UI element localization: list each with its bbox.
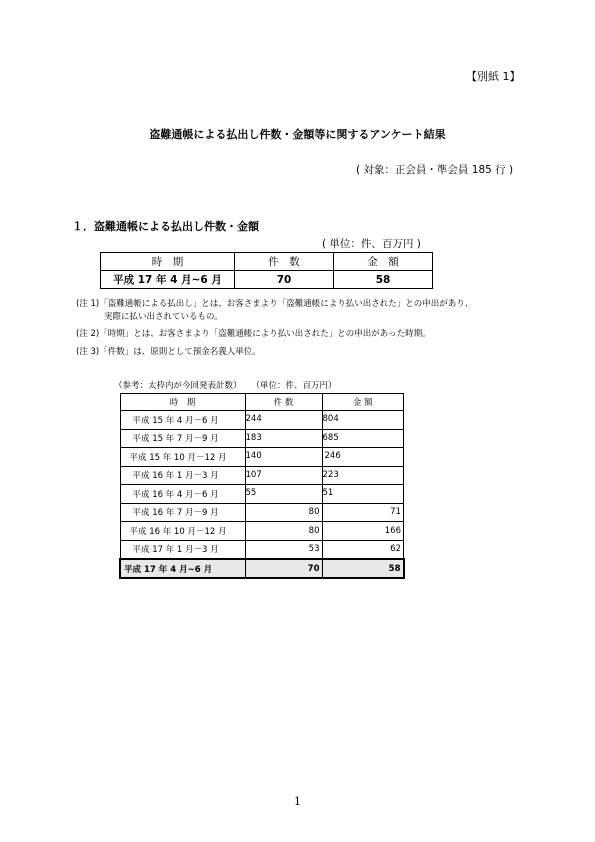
header-count: 件 数	[235, 253, 334, 271]
row-amount: 62	[322, 540, 404, 559]
row-amount: 246	[322, 448, 404, 467]
row-count: 53	[245, 540, 322, 559]
note-1-continued	[76, 310, 223, 322]
row-count: 107	[245, 466, 322, 485]
row-amount: 804	[322, 411, 404, 430]
highlight-row	[120, 559, 404, 578]
row-period: 平成 15 年 10 月－12 月	[120, 448, 245, 467]
reference-caption	[114, 379, 337, 391]
table-row	[120, 448, 404, 467]
table-row	[120, 485, 404, 504]
ref-header-count: 件 数	[245, 394, 322, 411]
reference-table	[119, 393, 405, 579]
row-period: 平成 16 年 4 月－6 月	[120, 485, 245, 504]
page-number: 1	[294, 795, 301, 808]
summary-header-row	[101, 253, 433, 271]
summary-value-row	[101, 271, 433, 289]
note-3-text: 「件数」は、原則として預金名義人単位。	[99, 347, 261, 357]
row-count: 183	[245, 429, 322, 448]
row-period: 平成 15 年 4 月－6 月	[120, 411, 245, 430]
value-period: 平成 17 年 4 月~6 月	[101, 271, 235, 289]
note-1-text: 「盗難通帳による払出し」とは、お客さまより「盗難通帳により払い出された」との申出があり、	[99, 299, 474, 309]
row-amount: 223	[322, 466, 404, 485]
note-1	[76, 297, 473, 309]
row-amount: 166	[322, 522, 404, 541]
table-row	[120, 540, 404, 559]
header-amount: 金 額	[334, 253, 433, 271]
reference-unit: （単位：件、百万円）	[251, 381, 337, 391]
value-amount: 58	[334, 271, 433, 289]
highlight-period: 平成 17 年 4 月~6 月	[120, 559, 245, 578]
document-title: 盗難通帳による払出し件数・金額等に関するアンケート結果	[149, 128, 446, 141]
row-count: 244	[245, 411, 322, 430]
highlight-count: 70	[245, 559, 322, 578]
survey-subject: ( 対象：正会員・準会員 185 行 )	[356, 164, 514, 176]
table-row	[120, 429, 404, 448]
note-1-label: (注 1)	[76, 299, 100, 309]
row-period: 平成 16 年 10 月－12 月	[120, 522, 245, 541]
row-period: 平成 17 年 1 月－3 月	[120, 540, 245, 559]
ref-header-amount: 金 額	[322, 394, 404, 411]
table-row	[120, 411, 404, 430]
row-count: 80	[245, 503, 322, 522]
row-amount: 685	[322, 429, 404, 448]
highlight-amount: 58	[322, 559, 404, 578]
section-heading: １．盗難通帳による払出し件数・金額	[72, 220, 259, 233]
summary-table	[100, 252, 433, 289]
row-period: 平成 15 年 7 月－9 月	[120, 429, 245, 448]
unit-label: ( 単位：件、百万円 )	[322, 238, 421, 250]
row-amount: 71	[322, 503, 404, 522]
row-period: 平成 16 年 1 月－3 月	[120, 466, 245, 485]
note-2-label: (注 2)	[76, 329, 100, 339]
value-count: 70	[235, 271, 334, 289]
row-amount: 51	[322, 485, 404, 504]
row-period: 平成 16 年 7 月－9 月	[120, 503, 245, 522]
note-2	[76, 327, 431, 339]
reference-header-row	[120, 394, 404, 411]
row-count: 80	[245, 522, 322, 541]
ref-header-period: 時 期	[120, 394, 245, 411]
note-2-text: 「時期」とは、お客さまより「盗難通帳により払い出された」との申出があった時期。	[99, 329, 431, 339]
reference-caption-text: （参考：太枠内が今回発表計数）	[114, 381, 242, 391]
row-count: 140	[245, 448, 322, 467]
header-period: 時 期	[101, 253, 235, 271]
table-row	[120, 466, 404, 485]
table-row	[120, 522, 404, 541]
attachment-label: 【別紙 1】	[466, 70, 521, 83]
note-3-label: (注 3)	[76, 347, 100, 357]
note-1-cont-text: 実際に払い出されているもの。	[104, 312, 223, 322]
table-row	[120, 503, 404, 522]
note-3	[76, 345, 261, 357]
row-count: 55	[245, 485, 322, 504]
